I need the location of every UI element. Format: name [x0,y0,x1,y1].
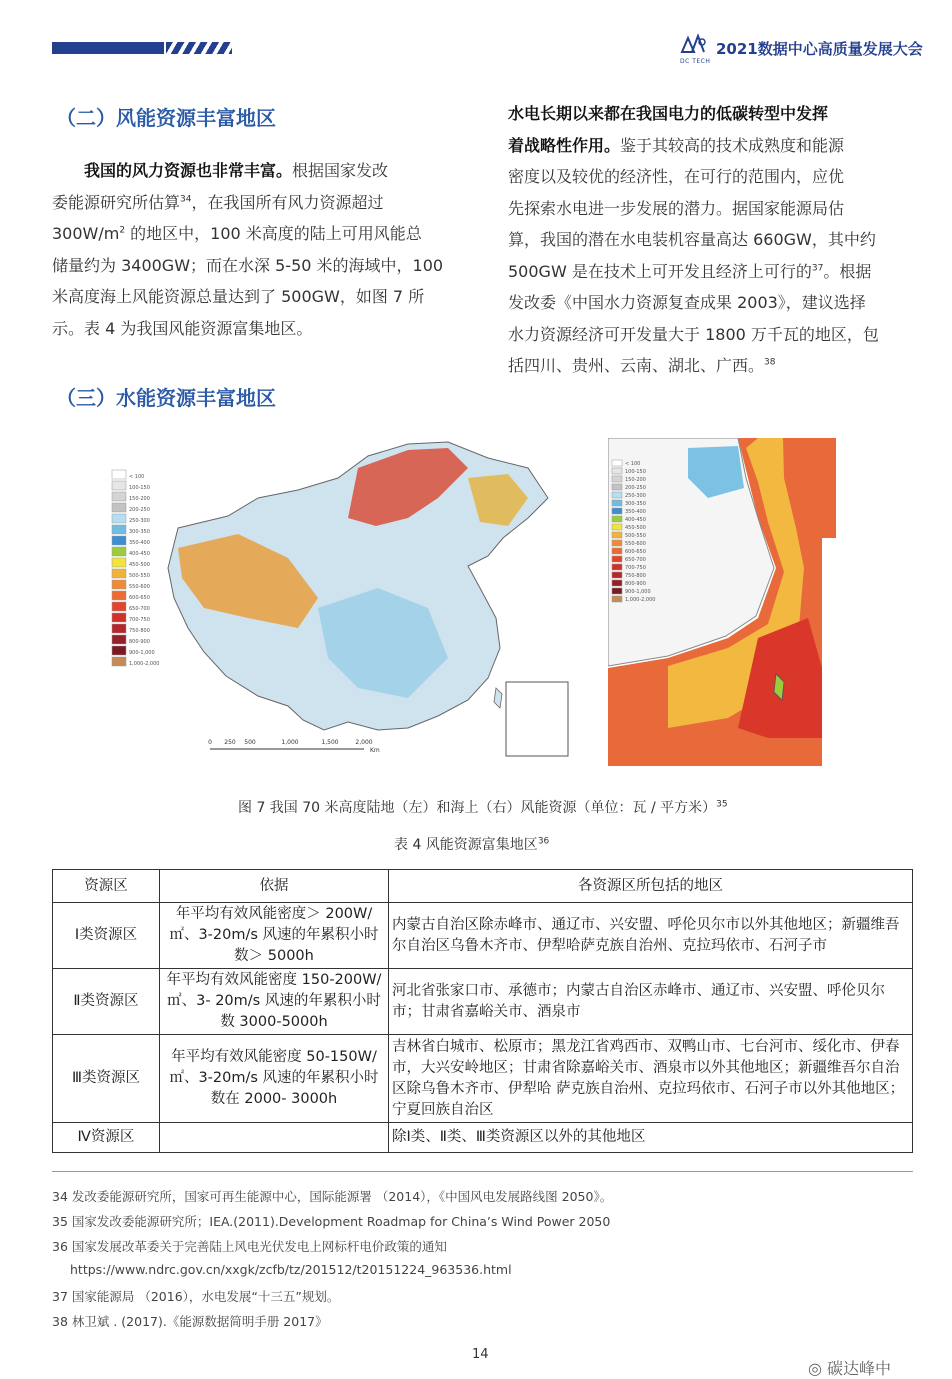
wind-paragraph-line [52,218,462,250]
wind-paragraph-line [52,313,462,345]
legend-label: 250-300 [625,493,646,499]
bold-phrase: 水电长期以来都在我国电力的低碳转型中发挥 [508,104,829,123]
legend-swatch [612,596,622,602]
table-caption-text: 表 4 风能资源富集地区 [394,837,538,853]
line-text: 先探索水电进一步发展的潜力。据国家能源局估 [508,198,845,218]
legend-label: 400-450 [129,551,150,557]
wechat-icon: ◎ [808,1359,828,1378]
dc-tech-logo-icon [680,32,710,58]
legend-label: 750-800 [129,628,150,634]
line-text: 发改委《中国水力资源复查成果 2003》，建议选择 [508,293,866,312]
legend-label: 100-150 [625,469,646,475]
legend-swatch [112,635,126,644]
hydro-paragraph-line [508,224,918,256]
wind-paragraph-line [52,250,462,282]
zone-cell: Ⅲ类资源区 [53,1035,160,1123]
legend-label: 1,000-2,000 [625,597,656,603]
legend-swatch [112,569,126,578]
hydro-paragraph-line [508,319,918,351]
legend-swatch [612,556,622,562]
footnote-ref: 2 [119,225,126,236]
line-text: ，在我国所有风力资源超过 [191,192,384,212]
legend-swatch [112,558,126,567]
legend-swatch [112,591,126,600]
legend-label: 1,000-2,000 [129,661,160,667]
hydro-paragraph-line [508,256,918,288]
legend-label: 800-900 [129,639,150,645]
legend-label: 350-400 [129,540,150,546]
legend-label: 400-450 [625,517,646,523]
legend-swatch [112,470,126,479]
line-text: 500GW 是在技术上可开发且经济上可行的 [508,261,812,281]
legend-label: 100-150 [129,485,150,491]
table-caption [394,834,549,854]
section-title-hydro: （三）水能资源丰富地区 [56,386,276,410]
line-text: 密度以及较优的经济性，在可行的范围内，应优 [508,167,845,186]
legend-label: 550-600 [625,541,646,547]
line-text: 括四川、贵州、云南、湖北、广西。 [508,356,765,375]
legend-label: 150-200 [625,477,646,483]
line-text: 根据国家发改 [292,161,389,180]
line-text: 储量约为 3400GW；而在水深 5-50 米的海域中，100 [52,255,444,275]
scale-label: 1,000 [281,739,299,746]
scale-label: 250 [224,739,236,746]
legend-label: < 100 [625,461,641,467]
footnote-36: 36 国家发展改革委关于完善陆上风电光伏发电上网标杆电价政策的通知 [52,1239,447,1254]
scale-label: 0 [208,739,212,746]
regions-cell: 吉林省白城市、松原市；黑龙江省鸡西市、双鸭山市、七台河市、绥化市、伊春市，大兴安岭地区；甘肃省除嘉峪关市、酒泉市以外其他地区；新疆维吾尔自治区除乌鲁木齐市、伊犁哈 萨克族自治州、克拉玛依市、石河子市以外其他地区；宁夏回族自治区 [389,1035,913,1123]
wind-resource-table [52,869,913,1153]
line-text: 水力资源经济可开发量大于 1800 万千瓦的地区，包 [508,324,879,344]
wind-paragraph-line [52,155,462,187]
legend-label: < 100 [129,474,145,480]
legend-swatch [612,540,622,546]
legend-swatch [612,476,622,482]
bold-phrase: 我国的风力资源也非常丰富。 [84,161,293,180]
line-text: 米高度海上风能资源总量达到了 500GW，如图 7 所 [52,287,425,306]
header-regions: 各资源区所包括的地区 [389,870,913,903]
legend-label: 200-250 [129,507,150,513]
legend-swatch [612,580,622,586]
legend-swatch [612,524,622,530]
footnote-35: 35 国家发改委能源研究所；IEA.(2011).Development Roadmap for China’s Wind Power 2050 [52,1214,611,1229]
south-sea-inset-box [506,682,568,756]
legend-swatch [112,624,126,633]
table-row [53,1123,913,1153]
scale-unit: Km [370,747,380,754]
basis-cell: 年平均有效风能密度＞ 200W/ ㎡、3-20m/s 风速的年累积小时数＞ 5000h [160,903,389,969]
header-bar [52,42,164,54]
legend-swatch [612,572,622,578]
header-zone: 资源区 [53,870,160,903]
header-basis: 依据 [160,870,389,903]
legend-label: 550-600 [129,584,150,590]
footnote-divider [52,1171,913,1172]
wind-paragraph [52,155,462,344]
legend-swatch [112,547,126,556]
table-caption-sup: 36 [537,836,550,847]
legend-label: 650-700 [625,557,646,563]
legend-swatch [112,580,126,589]
hydro-paragraph-line [508,130,918,162]
footnote-34: 34 发改委能源研究所，国家可再生能源中心，国际能源署 （2014），《中国风电发展路线图 2050》。 [52,1189,613,1204]
line-text: 算，我国的潜在水电装机容量高达 660GW，其中约 [508,230,876,249]
scale-label: 1,500 [321,739,339,746]
footnote-ref: 38 [764,357,776,368]
footnote-ref: 34 [180,194,192,205]
legend-label: 300-350 [625,501,646,507]
legend-swatch [612,484,622,490]
line-text: 委能源研究所估算 [52,192,181,212]
scale-label: 500 [244,739,256,746]
bold-phrase: 着战略性作用。 [508,135,621,155]
logo-text: DC TECH [680,58,711,65]
line-text: 示。表 4 为我国风能资源富集地区。 [52,318,313,338]
legend-swatch [612,564,622,570]
legend-swatch [112,492,126,501]
legend-swatch [612,468,622,474]
legend-label: 500-550 [625,533,646,539]
legend-swatch [112,514,126,523]
hydro-paragraph-line [508,193,918,225]
legend-label: 700-750 [625,565,646,571]
table-row [53,1035,913,1123]
table-row [53,903,913,969]
section-title-wind: （二）风能资源丰富地区 [56,106,276,130]
legend-swatch [612,532,622,538]
scale-labels [208,739,380,754]
line-text: 的地区中，100 米高度的陆上可用风能总 [125,224,422,243]
legend-label: 200-250 [625,485,646,491]
table-row [53,969,913,1035]
hydro-paragraph [508,98,918,382]
legend-swatch [612,516,622,522]
zone-cell: Ⅱ类资源区 [53,969,160,1035]
legend-label: 600-650 [625,549,646,555]
legend-label: 500-550 [129,573,150,579]
legend-label: 750-800 [625,573,646,579]
legend-swatch [112,602,126,611]
legend-label: 900-1,000 [625,589,651,595]
regions-cell: 内蒙古自治区除赤峰市、通辽市、兴安盟、呼伦贝尔市以外其他地区；新疆维吾尔自治区乌鲁木齐市、伊犁哈萨克族自治州、克拉玛依市、石河子市 [389,903,913,969]
legend-label: 800-900 [625,581,646,587]
hydro-paragraph-line [508,98,918,130]
page-number: 14 [472,1347,489,1362]
legend-swatch [112,613,126,622]
regions-cell: 河北省张家口市、承德市；内蒙古自治区赤峰市、通辽市、兴安盟、呼伦贝尔市；甘肃省嘉峪关市、酒泉市 [389,969,913,1035]
basis-cell: 年平均有效风能密度 150-200W/ ㎡、3- 20m/s 风速的年累积小时数 3000-5000h [160,969,389,1035]
line-text: 。根据 [823,261,872,281]
legend-swatch [612,588,622,594]
zone-cell: Ⅰ类资源区 [53,903,160,969]
legend-label: 150-200 [129,496,150,502]
figure-caption [238,797,728,817]
basis-cell [160,1123,389,1153]
header-stripes [166,42,232,54]
watermark-text: 碳达峰中 [827,1359,892,1378]
wechat-watermark [808,1356,891,1379]
onshore-wind-map [108,438,574,764]
taiwan-island [494,688,502,708]
legend-swatch [612,460,622,466]
figure-caption-sup: 35 [716,799,728,810]
footnote-37: 37 国家能源局 （2016），水电发展“十三五”规划。 [52,1289,340,1304]
footnote-38: 38 林卫斌 . (2017).《能源数据简明手册 2017》 [52,1314,328,1329]
wind-paragraph-line [52,187,462,219]
legend-swatch [112,536,126,545]
legend-swatch [612,508,622,514]
figure-caption-text: 图 7 我国 70 米高度陆地（左）和海上（右）风能资源（单位：瓦 / 平方米） [238,800,717,816]
map-legend [112,470,159,667]
hydro-paragraph-line [508,350,918,382]
legend-label: 350-400 [625,509,646,515]
event-title: 2021数据中心高质量发展大会 [716,40,923,58]
regions-cell: 除Ⅰ类、Ⅱ类、Ⅲ类资源区以外的其他地区 [389,1123,913,1153]
footnote-ref: 37 [811,263,824,274]
scale-label: 2,000 [355,739,373,746]
legend-label: 600-650 [129,595,150,601]
legend-label: 300-350 [129,529,150,535]
line-text: 300W/m [52,224,120,243]
footnote-36-url[interactable]: https://www.ndrc.gov.cn/xxgk/zcfb/tz/201512/t20151224_963536.html [70,1262,512,1277]
wind-paragraph-line [52,281,462,313]
legend-swatch [612,548,622,554]
hydro-paragraph-line [508,161,918,193]
hydro-paragraph-line [508,287,918,319]
table-header-row [53,870,913,903]
legend-swatch [112,481,126,490]
legend-swatch [112,657,126,666]
zone-cell: Ⅳ资源区 [53,1123,160,1153]
legend-label: 250-300 [129,518,150,524]
legend-label: 700-750 [129,617,150,623]
line-text: 鉴于其较高的技术成熟度和能源 [620,135,845,155]
legend-swatch [112,646,126,655]
legend-swatch [612,500,622,506]
legend-label: 450-500 [625,525,646,531]
legend-label: 900-1,000 [129,650,155,656]
legend-label: 650-700 [129,606,150,612]
legend-swatch [612,492,622,498]
legend-swatch [112,525,126,534]
offshore-wind-map [608,438,836,766]
legend-swatch [112,503,126,512]
basis-cell: 年平均有效风能密度 50-150W/ ㎡、3-20m/s 风速的年累积小时数在 2000- 3000h [160,1035,389,1123]
legend-label: 450-500 [129,562,150,568]
